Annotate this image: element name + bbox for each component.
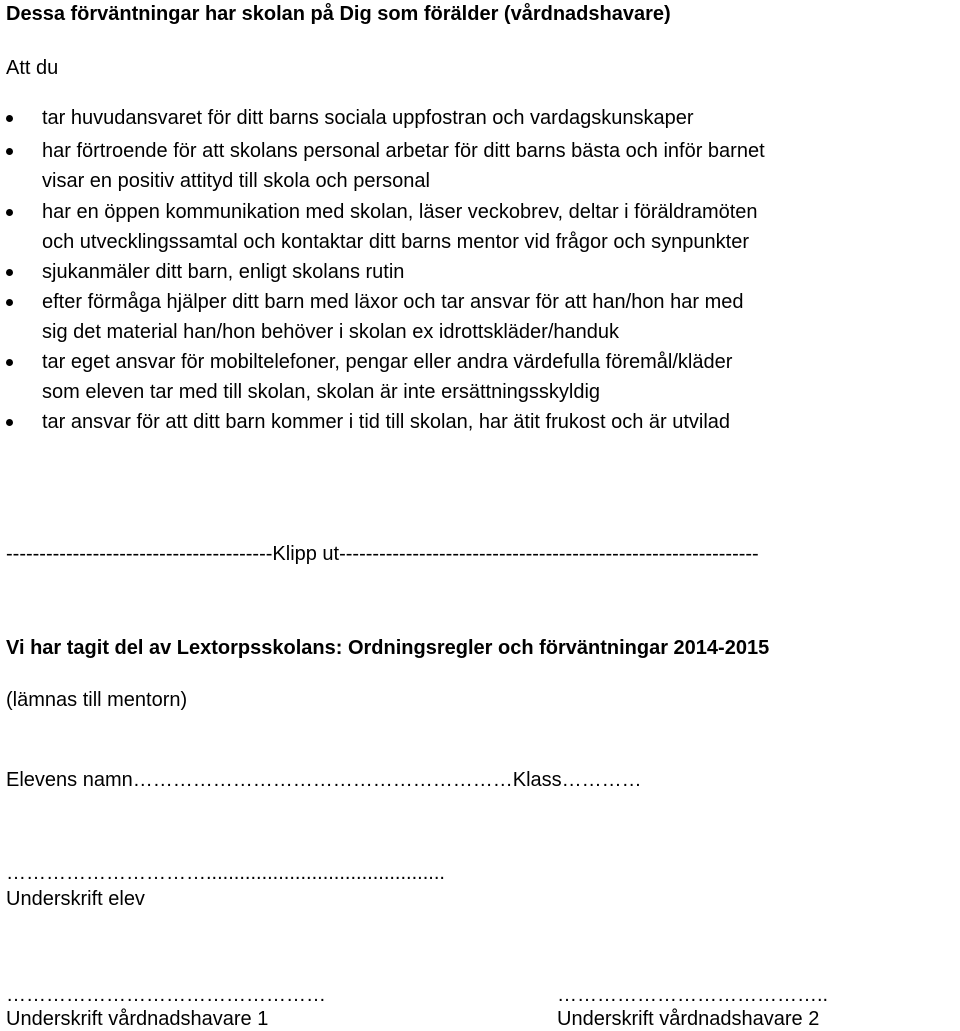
- list-item-text: har förtroende för att skolans personal arbetar för ditt barns bästa och inför barnet: [42, 140, 765, 162]
- student-signature-line: …………………………...........................................: [6, 862, 445, 884]
- student-signature-label: Underskrift elev: [6, 888, 145, 910]
- list-item-text: efter förmåga hjälper ditt barn med läxor och tar ansvar för att han/hon har med: [42, 291, 744, 313]
- guardian1-signature-line: …………………………………………: [6, 984, 326, 1006]
- bullet-icon: [6, 419, 13, 426]
- list-item-text: som eleven tar med till skolan, skolan är inte ersättningsskyldig: [42, 381, 601, 403]
- page-heading: Dessa förväntningar har skolan på Dig som förälder (vårdnadshavare): [6, 3, 671, 25]
- list-item-text: tar eget ansvar för mobiltelefoner, pengar eller andra värdefulla föremål/kläder: [42, 351, 733, 373]
- list-item-text: tar ansvar för att ditt barn kommer i tid till skolan, har ätit frukost och är utvilad: [42, 411, 731, 433]
- guardian1-signature-label: Underskrift vårdnadshavare 1: [6, 1008, 269, 1030]
- list-item-text: har en öppen kommunikation med skolan, läser veckobrev, deltar i föräldramöten: [42, 201, 758, 223]
- intro-text: Att du: [6, 57, 59, 79]
- bullet-icon: [6, 209, 13, 216]
- bullet-icon: [6, 359, 13, 366]
- student-name-and-class-field: Elevens namn…………………………………………………Klass…………: [6, 769, 642, 791]
- guardian2-signature-label: Underskrift vårdnadshavare 2: [557, 1008, 820, 1030]
- form-note: (lämnas till mentorn): [6, 689, 188, 711]
- cut-line: ----------------------------------------Klipp ut---------------------------------------------------------------: [6, 543, 759, 565]
- bullet-icon: [6, 299, 13, 306]
- list-item-text: sig det material han/hon behöver i skolan ex idrottskläder/handuk: [42, 321, 620, 343]
- list-item-text: tar huvudansvaret för ditt barns sociala uppfostran och vardagskunskaper: [42, 107, 694, 129]
- list-item-text: visar en positiv attityd till skola och personal: [42, 170, 430, 192]
- list-item-text: sjukanmäler ditt barn, enligt skolans rutin: [42, 261, 405, 283]
- bullet-icon: [6, 148, 13, 155]
- guardian2-signature-line: …………………………………..: [557, 984, 829, 1006]
- form-title: Vi har tagit del av Lextorpsskolans: Ordningsregler och förväntningar 2014-2015: [6, 637, 770, 659]
- bullet-icon: [6, 269, 13, 276]
- bullet-icon: [6, 115, 13, 122]
- list-item-text: och utvecklingssamtal och kontaktar ditt barns mentor vid frågor och synpunkter: [42, 231, 750, 253]
